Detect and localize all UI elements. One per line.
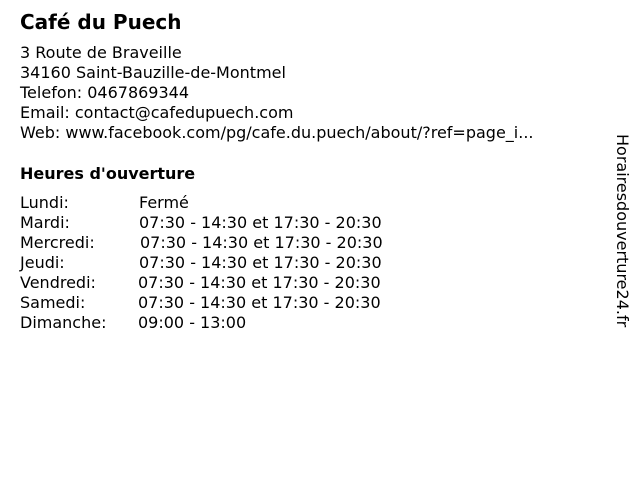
- day-label: Mardi:: [20, 213, 70, 232]
- day-label: Jeudi:: [20, 253, 65, 272]
- day-times: 07:30 - 14:30 et 17:30 - 20:30: [139, 253, 382, 272]
- day-times: Fermé: [139, 193, 189, 212]
- web-line: Web: www.facebook.com/pg/cafe.du.puech/about/?ref=page_i...: [20, 123, 534, 142]
- contact-block: [20, 43, 534, 143]
- day-times: 07:30 - 14:30 et 17:30 - 20:30: [138, 273, 381, 292]
- business-name: Café du Puech: [20, 10, 182, 34]
- day-times: 07:30 - 14:30 et 17:30 - 20:30: [140, 233, 383, 252]
- day-times: 07:30 - 14:30 et 17:30 - 20:30: [139, 213, 382, 232]
- address-line-2: 34160 Saint-Bauzille-de-Montmel: [20, 63, 286, 82]
- day-label: Samedi:: [20, 293, 86, 312]
- day-times: 07:30 - 14:30 et 17:30 - 20:30: [138, 293, 381, 312]
- address-line-1: 3 Route de Braveille: [20, 43, 182, 62]
- day-label: Lundi:: [20, 193, 69, 212]
- site-watermark: Horairesdouverture24.fr: [613, 134, 632, 328]
- day-label: Vendredi:: [20, 273, 96, 292]
- day-label: Dimanche:: [20, 313, 107, 332]
- phone-line: Telefon: 0467869344: [20, 83, 190, 102]
- day-label: Mercredi:: [20, 233, 95, 252]
- email-line: Email: contact@cafedupuech.com: [20, 103, 294, 122]
- day-times: 09:00 - 13:00: [138, 313, 247, 332]
- hours-heading: Heures d'ouverture: [20, 164, 196, 183]
